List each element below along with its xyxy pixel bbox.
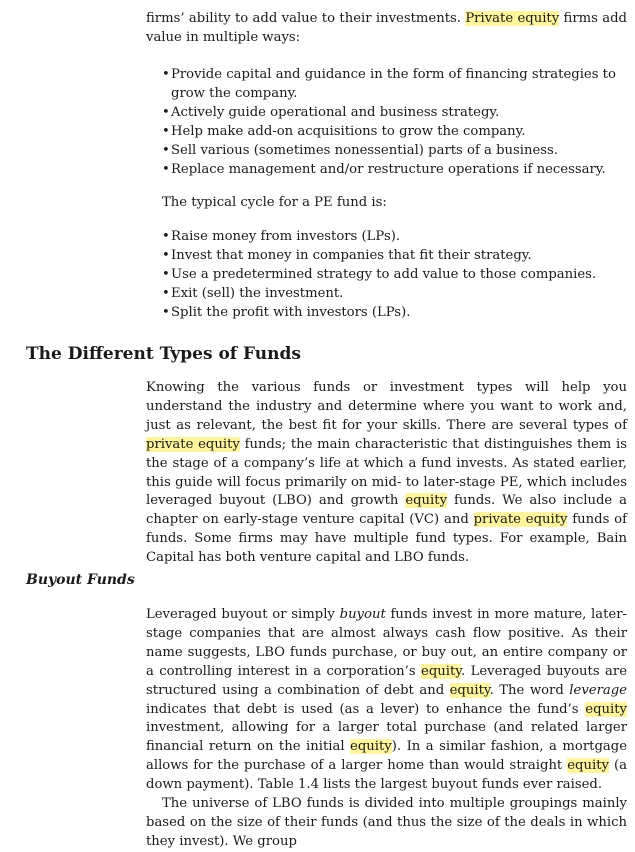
list-item: • Use a predetermined strategy to add value to those companies. [162, 266, 627, 285]
highlight: equity [567, 758, 609, 774]
buyout-paragraph: Leveraged buyout or simply buyout funds invest in more mature, later-stage companies that are almost always cash flow positive. As their name suggests, LBO funds purchase, or buy out, an entire company or a controlling interest in a corporation’s equity. Leveraged buyouts are structured using a combination of debt and equity. The word leverage indicates that debt is used (as a lever) to enhance the fund’s equity investment, allowing for a larger total purchase (and related larger financial return on the initial equity). In a similar fashion, a mortgage allows for the purchase of a larger home than would straight equity (a down payment). Table 1.4 lists the largest buyout funds ever raised. [146, 607, 628, 793]
fund-types-block [146, 379, 627, 568]
list-item: • Actively guide operational and business strategy. [162, 104, 627, 123]
list-item: • Invest that money in companies that fit their strategy. [162, 247, 627, 266]
intro-paragraph: firms’ ability to add value to their investments. Private equity firms add value in multiple ways: [146, 11, 627, 45]
intro-block [146, 10, 627, 48]
subsection-heading: Buyout Funds [26, 572, 135, 588]
list-item: • Replace management and/or restructure operations if necessary. [162, 161, 627, 180]
list-item: • Provide capital and guidance in the form of financing strategies to grow the company. [162, 66, 627, 104]
fund-types-paragraph: Knowing the various funds or investment types will help you understand the industry and determine where you want to work and, just as relevant, the best fit for your skills. There are several types of private equity funds; the main characteristic that distinguishes them is the stage of a company’s life at which a fund invests. As stated earlier, this guide will focus primarily on mid- to later-stage PE, which includes leveraged buyout (LBO) and growth equity funds. We also include a chapter on early-stage venture capital (VC) and private equity funds of funds. Some firms may have multiple fund types. For example, Bain Capital has both venture capital and LBO funds. [146, 380, 627, 566]
list-item: • Help make add-on acquisitions to grow the company. [162, 123, 627, 142]
universe-paragraph: The universe of LBO funds is divided into multiple groupings mainly based on the size of their funds (and thus the size of the deals in which they invest). We group [146, 796, 627, 849]
highlight: equity [350, 739, 392, 755]
highlight: private equity [146, 436, 240, 452]
list-item: • Raise money from investors (LPs). [162, 228, 627, 247]
highlight: equity [421, 663, 461, 679]
cycle-bullet-list [162, 228, 627, 323]
highlight: equity [449, 682, 490, 698]
list-item: • Split the profit with investors (LPs). [162, 304, 627, 323]
highlight: equity [405, 493, 448, 509]
cycle-intro: The typical cycle for a PE fund is: [162, 195, 387, 210]
value-bullet-list [162, 66, 627, 179]
section-heading: The Different Types of Funds [26, 344, 301, 364]
highlight: Private equity [465, 11, 560, 26]
highlight: private equity [473, 512, 568, 528]
highlight: equity [585, 701, 627, 717]
list-item: • Sell various (sometimes nonessential) parts of a business. [162, 142, 627, 161]
list-item: • Exit (sell) the investment. [162, 285, 627, 304]
